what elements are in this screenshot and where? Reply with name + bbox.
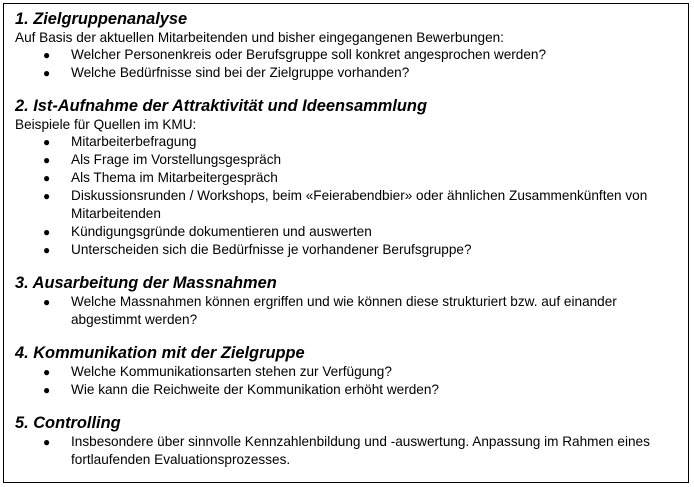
list-item	[15, 169, 677, 187]
section-intro: Auf Basis der aktuellen Mitarbeitenden und bisher eingegangenen Bewerbungen:	[15, 30, 504, 45]
bullet-icon: ●	[43, 66, 51, 80]
list-item-text: Unterscheiden sich die Bedürfnisse je vorhandener Berufsgruppe?	[71, 242, 472, 257]
bullet-icon: ●	[43, 243, 51, 257]
section-kommunikation	[15, 344, 677, 399]
bullet-icon: ●	[43, 135, 51, 149]
bullet-icon: ●	[43, 171, 51, 185]
section-heading: 5. Controlling	[15, 414, 121, 432]
bullet-list	[15, 433, 677, 469]
section-controlling	[15, 414, 677, 469]
bullet-list	[15, 293, 677, 329]
bullet-list	[15, 46, 677, 82]
bullet-icon: ●	[43, 295, 51, 309]
bullet-icon: ●	[43, 189, 51, 203]
list-item-text: Welche Kommunikationsarten stehen zur Verfügung?	[71, 364, 392, 379]
list-item-text: Welche Massnahmen können ergriffen und wie können diese strukturiert bzw. auf einander abgestimmt werden?	[71, 294, 617, 327]
bullet-icon: ●	[43, 48, 51, 62]
bullet-icon: ●	[43, 225, 51, 239]
section-heading: 2. Ist-Aufnahme der Attraktivität und Ideensammlung	[15, 97, 427, 115]
list-item-text: Kündigungsgründe dokumentieren und auswerten	[71, 224, 372, 239]
section-ausarbeitung	[15, 274, 677, 329]
section-heading: 1. Zielgruppenanalyse	[15, 10, 188, 28]
section-heading: 3. Ausarbeitung der Massnahmen	[15, 274, 277, 292]
bullet-icon: ●	[43, 383, 51, 397]
list-item-text: Insbesondere über sinnvolle Kennzahlenbildung und -auswertung. Anpassung im Rahmen eines fortlaufenden Evaluationsprozesses.	[71, 434, 650, 467]
list-item	[15, 433, 677, 469]
list-item-text: Welche Bedürfnisse sind bei der Zielgruppe vorhanden?	[71, 65, 410, 80]
list-item	[15, 64, 677, 82]
list-item-text: Wie kann die Reichweite der Kommunikation erhöht werden?	[71, 382, 439, 397]
list-item	[15, 241, 677, 259]
bullet-icon: ●	[43, 435, 51, 449]
list-item	[15, 293, 677, 329]
list-item	[15, 46, 677, 64]
list-item-text: Als Thema im Mitarbeitergespräch	[71, 170, 278, 185]
list-item-text: Als Frage im Vorstellungsgespräch	[71, 152, 282, 167]
bullet-list	[15, 133, 677, 259]
list-item	[15, 151, 677, 169]
section-ist-aufnahme	[15, 97, 677, 259]
section-zielgruppenanalyse	[15, 10, 677, 82]
list-item	[15, 133, 677, 151]
section-intro: Beispiele für Quellen im KMU:	[15, 117, 197, 132]
list-item	[15, 381, 677, 399]
list-item	[15, 363, 677, 381]
section-heading: 4. Kommunikation mit der Zielgruppe	[15, 344, 305, 362]
list-item	[15, 223, 677, 241]
list-item	[15, 187, 677, 223]
list-item-text: Mitarbeiterbefragung	[71, 134, 197, 149]
bullet-icon: ●	[43, 365, 51, 379]
list-item-text: Diskussionsrunden / Workshops, beim «Feierabendbier» oder ähnlichen Zusammenkünften von Mitarbeitenden	[71, 188, 648, 221]
bullet-icon: ●	[43, 153, 51, 167]
document-frame	[3, 3, 689, 483]
list-item-text: Welcher Personenkreis oder Berufsgruppe soll konkret angesprochen werden?	[71, 47, 547, 62]
bullet-list	[15, 363, 677, 399]
